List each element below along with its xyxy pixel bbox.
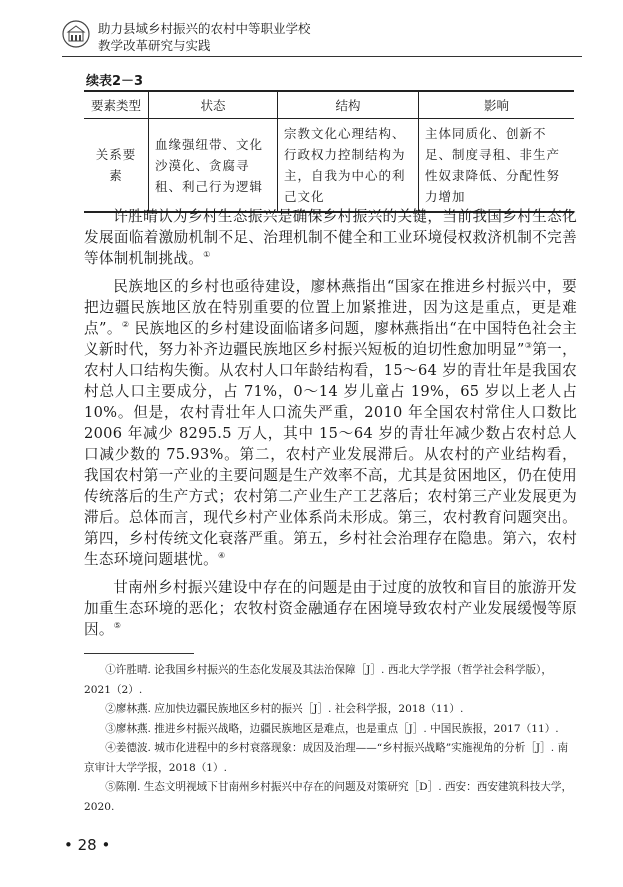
table-header-cell: 状态 [149,91,278,119]
structure-cell: 宗教文化心理结构、行政权力控制结构为主，自我为中心的利己文化 [278,119,419,213]
paragraph-text: 第一，农村人口结构失衡。从农村人口年龄结构看，15～64 岁的青壮年是我国农村总人口主要成分，占 71%，0～14 岁儿童占 19%，65 岁以上老人占 10%。但是，农村青壮年人口流失严重，2010 年全国农村常住人口数比 2006 年减少 8295.5 万人，其中 15～64 岁的青壮年减少数占农村总人口减少数的 75.93%。第二，农村产业发展滞后。从农村的产业结构看，我国农村第一产业的主要问题是生产效率不高，尤其是贫困地区，仍在使用传统落后的生产方式；农村第二产业生产工艺落后；农村第三产业发展更为滞后。总体而言，现代乡村产业体系尚未形成。第三，农村教育问题突出。第四，乡村传统文化衰落严重。第五，乡村社会治理存在隐患。第六，农村生态环境问题堪忧。 [84,341,577,568]
page-number: • 28 • [64,836,111,854]
table-header-cell: 影响 [419,91,575,119]
footnote: ⑤陈刚. 生态文明视域下甘南州乡村振兴中存在的问题及对策研究［D］. 西安：西安建筑科技大学，2020. [84,781,573,813]
header-rule [62,56,582,57]
footnote-rule [84,653,194,654]
footnote-ref[interactable]: ② [121,320,130,330]
footnote-ref[interactable]: ④ [218,551,226,561]
paragraph [84,276,577,570]
paragraph-text: 民族地区的乡村也亟待建设，廖林燕指出“国家在推进乡村振兴中，要把边疆民族地区放在特别重要的位置上加紧推进，因为这是重点，更是难点”。 [84,278,577,337]
book-title-line1: 助力县域乡村振兴的农村中等职业学校 [98,21,311,36]
footnote: ③廖林燕. 推进乡村振兴战略，边疆民族地区是难点，也是重点［J］. 中国民族报，2017（11）. [105,722,559,735]
footnote: ④姜德波. 城市化进程中的乡村衰落现象：成因及治理——“乡村振兴战略”实施视角的分析［J］. 南京审计大学学报，2018（1）. [84,742,569,774]
table-header-cell: 要素类型 [84,91,149,119]
book-title [98,20,311,54]
table-header-row [84,91,574,119]
table-caption: 续表2－3 [86,74,144,89]
state-cell: 血缘强纽带、文化沙漠化、贪腐寻租、利己行为逻辑 [149,119,278,213]
footnote-ref[interactable]: ③ [524,341,533,351]
paragraph [84,206,577,269]
element-table [84,90,574,213]
body-text [84,577,577,640]
body-text [84,206,577,269]
paragraph [84,577,577,640]
table-header-cell: 结构 [278,91,419,119]
impact-cell: 主体同质化、创新不足、制度寻租、非生产性奴隶降低、分配性努力增加 [419,119,575,213]
row-type-cell: 关系要素 [95,147,137,183]
book-title-line2: 教学改革研究与实践 [98,38,211,53]
table-row [84,119,574,213]
building-icon [62,20,90,48]
footnote-ref[interactable]: ⑤ [113,621,122,631]
paragraph-text: 许胜晴认为乡村生态振兴是确保乡村振兴的关键，当前我国乡村生态化发展面临着激励机制不足、治理机制不健全和工业环境侵权救济机制不完善等体制机制挑战。 [84,208,577,267]
running-header [62,18,582,66]
footnotes [84,661,578,817]
footnote: ①许胜晴. 论我国乡村振兴的生态化发展及其法治保障［J］. 西北大学学报（哲学社会科学版），2021（2）. [84,664,552,696]
footnote: ②廖林燕. 应加快边疆民族地区乡村的振兴［J］. 社会科学报，2018（11）. [105,703,464,715]
footnote-ref[interactable]: ① [203,250,211,260]
paragraph-text: 甘南州乡村振兴建设中存在的问题是由于过度的放牧和盲目的旅游开发加重生态环境的恶化；农牧村资金融通存在困境导致农村产业发展缓慢等原因。 [84,579,577,638]
paragraph-text: 民族地区的乡村建设面临诸多问题，廖林燕指出“在中国特色社会主义新时代，努力补齐边疆民族地区乡村振兴短板的迫切性愈加明显” [84,320,577,358]
body-text [84,276,577,570]
